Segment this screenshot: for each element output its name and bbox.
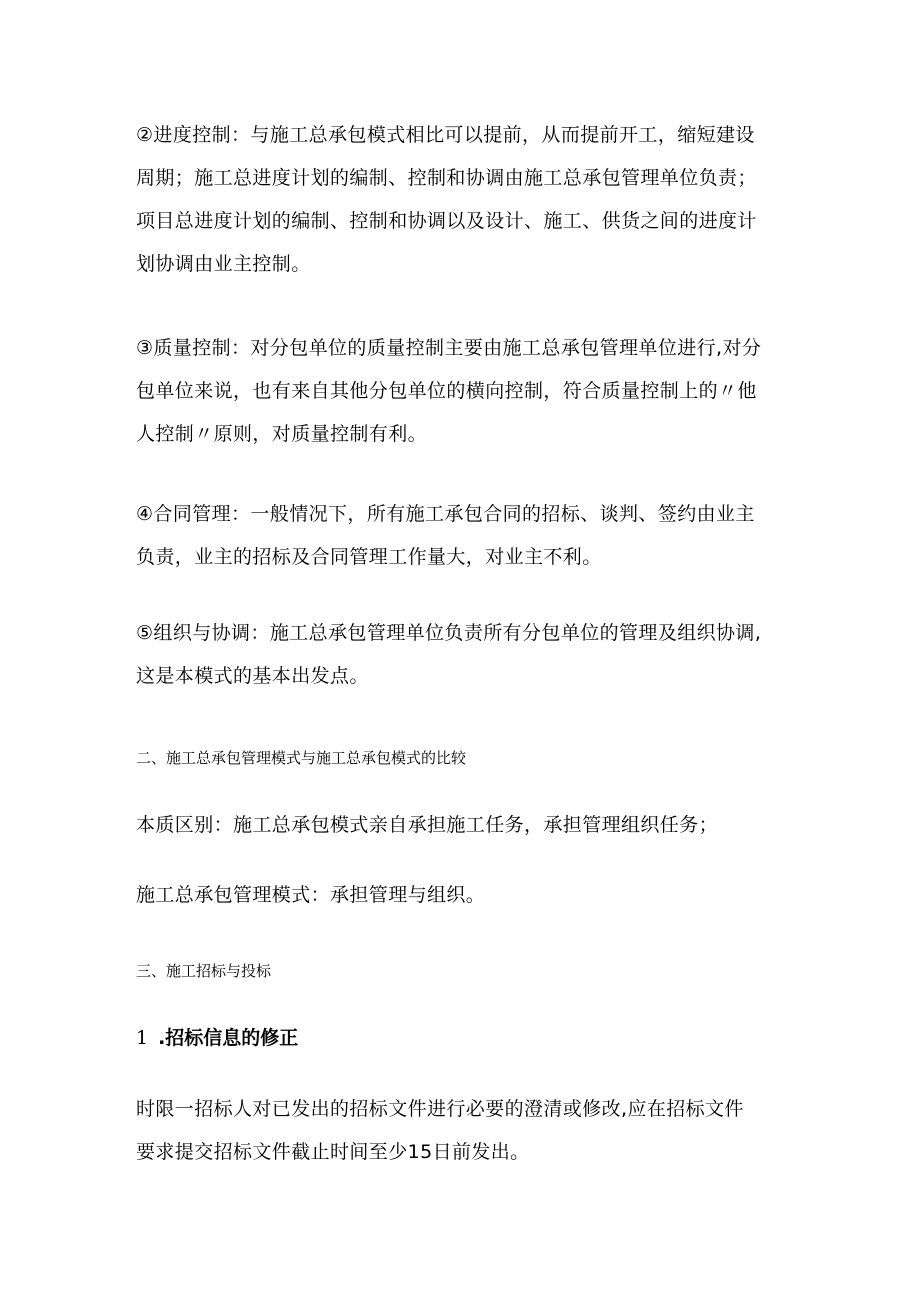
essence-paragraph <box>136 804 816 847</box>
paragraph-line: 本质区别：施工总承包模式亲自承担施工任务，承担管理组织任务； <box>136 814 719 836</box>
time-limit-paragraph <box>136 1088 816 1174</box>
subheading-bid-info-correction <box>136 1024 298 1052</box>
paragraph-line: ③质量控制：对分包单位的质量控制主要由施工总承包管理单位进行,对分 <box>136 337 762 359</box>
paragraph-line: 这是本模式的基本出发点。 <box>136 665 369 687</box>
paragraph-line: ④合同管理：一般情况下，所有施工承包合同的招标、谈判、签约由业主 <box>136 503 755 525</box>
paragraph-line: 施工总承包管理模式：承担管理与组织。 <box>136 884 486 906</box>
paragraph-line: 划协调由业主控制。 <box>136 253 311 275</box>
organization-coordination-paragraph <box>136 612 816 698</box>
paragraph-line: 项目总进度计划的编制、控制和协调以及设计、施工、供货之间的进度计 <box>136 210 757 232</box>
subheading-number: 1 <box>136 1027 149 1049</box>
quality-control-paragraph <box>136 327 816 456</box>
contract-management-paragraph <box>136 493 816 579</box>
paragraph-line: 包单位来说，也有来自其他分包单位的横向控制，符合质量控制上的〃他 <box>136 380 757 402</box>
paragraph-line: 时限一招标人对已发出的招标文件进行必要的澄清或修改,应在招标文件 <box>136 1098 744 1120</box>
paragraph-line: 要求提交招标文件截止时间至少15日前发出。 <box>136 1141 530 1163</box>
paragraph-line: ②进度控制：与施工总承包模式相比可以提前，从而提前开工，缩短建设 <box>136 124 755 146</box>
paragraph-line: 负责，业主的招标及合同管理工作量大，对业主不利。 <box>136 546 602 568</box>
paragraph-line: 周期；施工总进度计划的编制、控制和协调由施工总承包管理单位负责； <box>136 167 757 189</box>
section-2-heading: 二、施工总承包管理模式与施工总承包模式的比较 <box>136 749 467 767</box>
section-3-heading: 三、施工招标与投标 <box>136 962 272 980</box>
subheading-text: .招标信息的修正 <box>158 1027 299 1049</box>
management-mode-paragraph <box>136 874 816 917</box>
paragraph-line: ⑤组织与协调：施工总承包管理单位负责所有分包单位的管理及组织协调, <box>136 622 762 644</box>
paragraph-line: 人控制〃原则，对质量控制有利。 <box>136 423 428 445</box>
schedule-control-paragraph <box>136 114 816 286</box>
